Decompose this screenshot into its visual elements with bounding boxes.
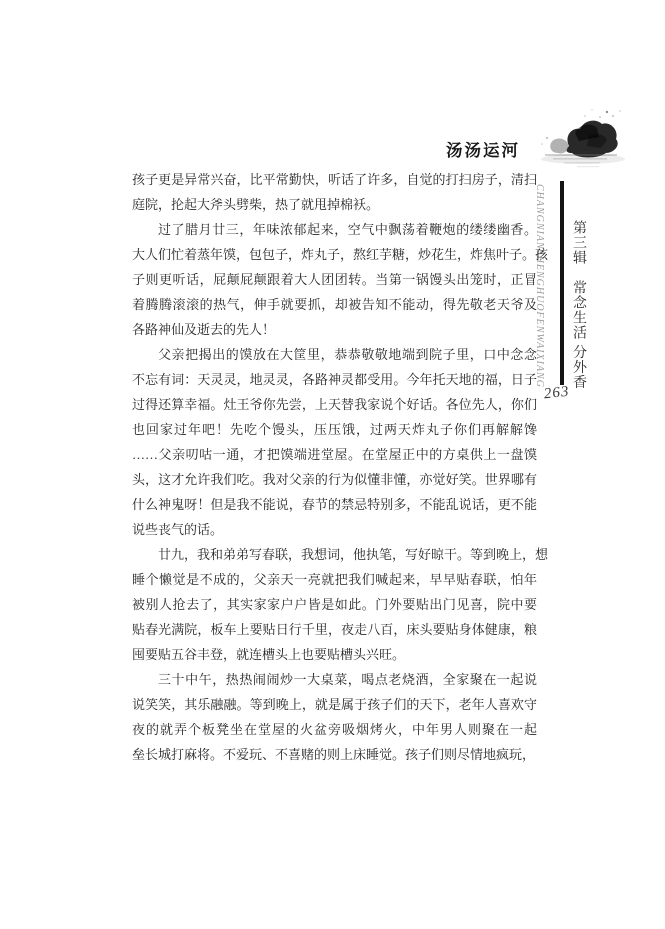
body-line: 过得还算幸福。灶王爷你先尝，上天替我家说个好话。各位先人，你们 [132, 397, 537, 412]
body-line: 父亲把揭出的馍放在大筐里，恭恭敬敬地端到院子里，口中念念 [158, 347, 537, 362]
body-line: 睡个懒觉是不成的，父亲天一亮就把我们喊起来，早早贴春联，怕年 [132, 572, 537, 587]
body-line: 夜的就弄个板凳坐在堂屋的火盆旁吸烟烤火，中年男人则聚在一起 [132, 722, 537, 737]
body-line: 子则更听话，屁颠屁颠跟着大人团团转。当第一锅馒头出笼时，正冒 [132, 272, 537, 287]
page-header-title: 汤汤运河 [446, 142, 520, 160]
body-line: 说些丧气的话。 [132, 522, 224, 537]
body-line: 说笑笑，其乐融融。等到晚上，就是属于孩子们的天下，老年人喜欢守 [132, 697, 537, 712]
body-line: 过了腊月廿三，年味浓郁起来，空气中飘荡着鞭炮的缕缕幽香。 [158, 222, 537, 237]
body-line: ……父亲叨咕一通，才把馍端进堂屋。在堂屋正中的方桌供上一盘馍 [132, 447, 537, 462]
body-line: 贴春光满院，板车上要贴日行千里，夜走八百，床头要贴身体健康，粮 [132, 622, 537, 637]
body-line: 什么神鬼呀！但是我不能说，春节的禁忌特别多，不能乱说话，更不能 [132, 497, 537, 512]
sidebar-section-title-vertical: 第三辑 常念生活 分外香 [571, 220, 586, 390]
sidebar-divider-bar [560, 181, 564, 385]
body-line: 各路神仙及逝去的先人！ [132, 322, 276, 337]
sidebar-pinyin-vertical: CHANGNIANSHENGHUOFENWAIXIANG [534, 184, 545, 388]
body-line: 被别人抢去了，其实家家户户皆是如此。门外要贴出门见喜，院中要 [132, 597, 537, 612]
page-number: 263 [543, 383, 571, 403]
body-line: 头，这才允许我们吃。我对父亲的行为似懂非懂，亦觉好笑。世界哪有 [132, 472, 537, 487]
body-line: 大人们忙着蒸年馍，包包子，炸丸子，熬红芋糖，炒花生，炸焦叶子。孩 [132, 247, 549, 262]
body-line: 廿九，我和弟弟写春联，我想词，他执笔，写好晾干。等到晚上，想 [158, 547, 549, 562]
body-line: 囤要贴五谷丰登，就连槽头上也要贴槽头兴旺。 [132, 647, 406, 662]
ink-painting-decoration [537, 106, 633, 178]
body-line: 三十中午，热热闹闹炒一大桌菜，喝点老烧酒，全家聚在一起说 [158, 672, 537, 687]
body-line: 也回家过年吧！先吃个馒头，压压饿，过两天炸丸子你们再解解馋 [132, 422, 537, 437]
body-line: 不忘有词：天灵灵，地灵灵，各路神灵都受用。今年托天地的福，日子 [132, 372, 537, 387]
body-line: 垒长城打麻将。不爱玩、不喜赌的则上床睡觉。孩子们则尽情地疯玩， [132, 747, 536, 762]
body-line: 孩子更是异常兴奋，比平常勤快，听话了许多，自觉的打扫房子，清扫 [132, 172, 537, 187]
body-line: 庭院，抡起大斧头劈柴，热了就甩掉棉袄。 [132, 197, 380, 212]
body-line: 着腾腾滚滚的热气，伸手就要抓，却被告知不能动，得先敬老天爷及 [132, 297, 537, 312]
